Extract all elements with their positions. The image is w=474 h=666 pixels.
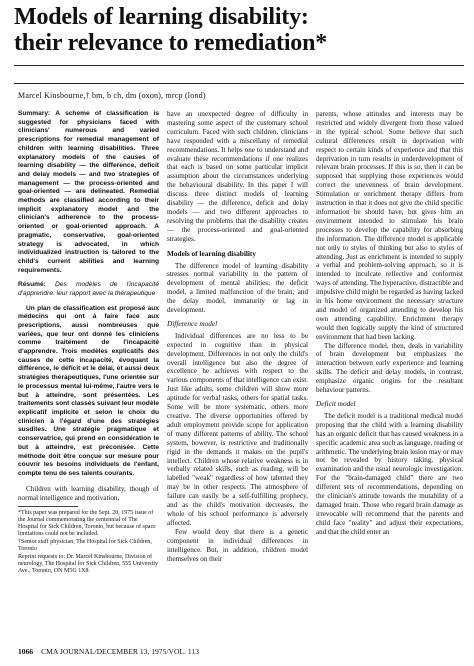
- resume-title: Des modèles de l'incapacité d'apprendre: leur rapport avec la thérapeutique: [18, 281, 159, 297]
- subsection-heading: Deficit model: [316, 399, 356, 408]
- footnote: *This paper was prepared for the Sept. 20, 1975 issue of the Journal commemorating the centennial of The Hospital for Sick Children, Toronto, but because of space limitations could not be included.: [18, 510, 156, 538]
- title-rule-top: [14, 65, 464, 66]
- abstract: Summary: A scheme of classification is suggested for physicians faced with clinicians' numerous and varied prescriptions for remedial management of children with learning disabilities. Three explanatory models of the causes of learning disability — the difference, deficit and delay models — and two strategies of management — the process-oriented and goal-oriented — are delineated. Remedial methods are classified according to their implicit explanatory model and the clinician's adherence to the process-oriented or goal-oriented approach. A pragmatic, conservative, goal-oriented strategy is advocated, in which individualized instruction is tailored to the child's current abilities and learning requirements.: [18, 110, 159, 274]
- section-heading: Models of learning disability: [167, 248, 256, 258]
- journal-citation: CMA JOURNAL/DECEMBER 13, 1975/VOL. 113: [41, 647, 200, 656]
- article-title: [14, 4, 327, 56]
- body-paragraph: The difference model, then, deals in variability of brain development but emphasizes the interaction between early experience and learning skills. The deficit and delay models, in contrast, emphasize organic origins for the resultant behaviour patterns.: [316, 341, 463, 395]
- column-1: [18, 110, 159, 576]
- author-line: Marcel Kinsbourne,† bm, b ch, dm (oxon), mrcp (lond): [18, 91, 206, 100]
- column-2: [167, 110, 308, 563]
- column-3: [316, 110, 463, 537]
- body-paragraph: Few would deny that there is a genetic component in individual differences in intelligence. But, in addition, children model themselves on their: [167, 527, 308, 563]
- body-paragraph: have an unexpected degree of difficulty in mastering some aspect of the customary school curriculum. Faced with such children, clinicians have responded with a miscellany of remedial recommendations. It helps one to understand and evaluate these recommendations if one realizes that each is based on some particular implicit assumption about the circumstances underlying the behavioural disability. In this paper I will discuss three distinct models of learning disability — the difference, deficit and delay models — and two different approaches to resolving the problems that the disability creates — the process-oriented and goal-oriented strategies.: [167, 110, 308, 243]
- body-paragraph: Children with learning disability, though of normal intelligence and motivation,: [18, 484, 159, 502]
- title-line-1: Models of learning disability:: [14, 4, 309, 30]
- page-footer: [18, 647, 199, 656]
- footnote: Reprint requests to: Dr. Marcel Kinsbourne, Division of neurology, The Hospital for Sick Children, 555 University Ave., Toronto, ON M5G 1X8: [18, 554, 158, 575]
- resume-label: Résumé:: [18, 281, 46, 289]
- resume-heading: [18, 281, 159, 298]
- body-paragraph: The difference model of learning disability stresses normal variability in the pattern of development of mental abilities; the deficit model, a limited malfunction of the brain; and the delay model, immaturity or lag in development.: [167, 261, 308, 315]
- page-number: 1066: [18, 647, 34, 656]
- title-rule-bottom: [14, 83, 464, 84]
- subsection-heading: Difference model: [167, 318, 218, 328]
- body-paragraph: parents, whose attitudes and interests may be restricted and widely divergent from those valued in the typical school. Some believe that such cultural differences result in deprivation with respect to certain kinds of experience and that this deprivation in turn results in underdevelopment of relevant brain processes. If this is so, then it can be supposed that supplying those experiences would correct the unevenness of brain development. Stimulation or enrichment therapy differs from instruction in that it does not give the child specific information he should have, but gives him an environment intended to stimulate his brain processes to develop the capability for absorbing the information. The difference model is applicable not only to styles of thinking but also to styles of attending. Just as enrichment is intended to supply a verbal and problem-solving approach, so it is intended to inculcate reflective and conformist ways of attending. The hyperactive, distractible and impulsive child might be regarded as having lacked in his home environment the necessary structure and model of organized attending to develop his own attending capability. Enrichment therapy would then logically supply the kind of structured environment that had been lacking.: [316, 110, 463, 341]
- footnote-divider: [18, 506, 78, 507]
- footnote: †Senior staff physician, The Hospital for Sick Children, Toronto: [18, 539, 152, 553]
- body-paragraph: The deficit model is a traditional medical model proposing that the child with a learning disability has an organic deficit that has caused weakness in a specific academic area such as language, reading or arithmetic. The underlying brain lesion may or may not be revealed by history taking, physical examination and the usual neurologic investigation. For the "brain-damaged child" there are two different sets of recommendations, depending on the clinician's attitude towards the mutability of a damaged brain. Those who regard brain damage as irrevocable will recommend that the parents and child face "reality" and adjust their expectations, and that the child enter an: [316, 411, 463, 536]
- body-paragraph: Individual differences are no less to be expected in cognitive than in physical development. Differences in not only the child's overall intelligence but also the degree of excellence he achieves with respect to the various components of that intelligence can exist. Just like adults, some children will show more aptitude for verbal tasks, others for spatial tasks. Some will be more systematic, others more creative. The diverse opportunities offered by adult employment provide scope for application of many different patterns of ability. The school system, however, is restrictive and traditionally rigid in the demands it makes on the pupil's intellect. Children whose relative weakness is in verbally related skills, such as reading, will be labelled "weak" regardless of how talented they may be in other respects. The atmosphere of failure can easily be a self-fulfilling prophecy, and as the child's motivation decreases, the whole of his school performance is adversely affected.: [167, 331, 308, 527]
- title-line-2: their relevance to remediation*: [14, 30, 328, 56]
- resume-text: Un plan de classification est proposé aux médecins qui ont à faire face aux prescriptions, aussi nombreuses que variées, que leur ont donné les cliniciens comme traitement de l'incapacité d'apprendre. Trois modèles explicatifs des causes de cette incapacité, évoquant la différence, le déficit et le délai, et aussi deux stratégies thérapeutiques, l'une orientée sur le processus mental lui-même, l'autre vers le but à atteindre, sont présentées. Les traitements sont classés suivant leur modèle explicatif implicite et selon le choix du clinicien à l'égard d'une des stratégies susdites. Une stratégie pragmatique et conservatrice, qui prend en considération le but à atteindre, est préconisée. Cette méthode doit être conçue sur mesure pour couvrir les besoins individuels de l'enfant, compte tenu de ses talents courants.: [18, 304, 159, 477]
